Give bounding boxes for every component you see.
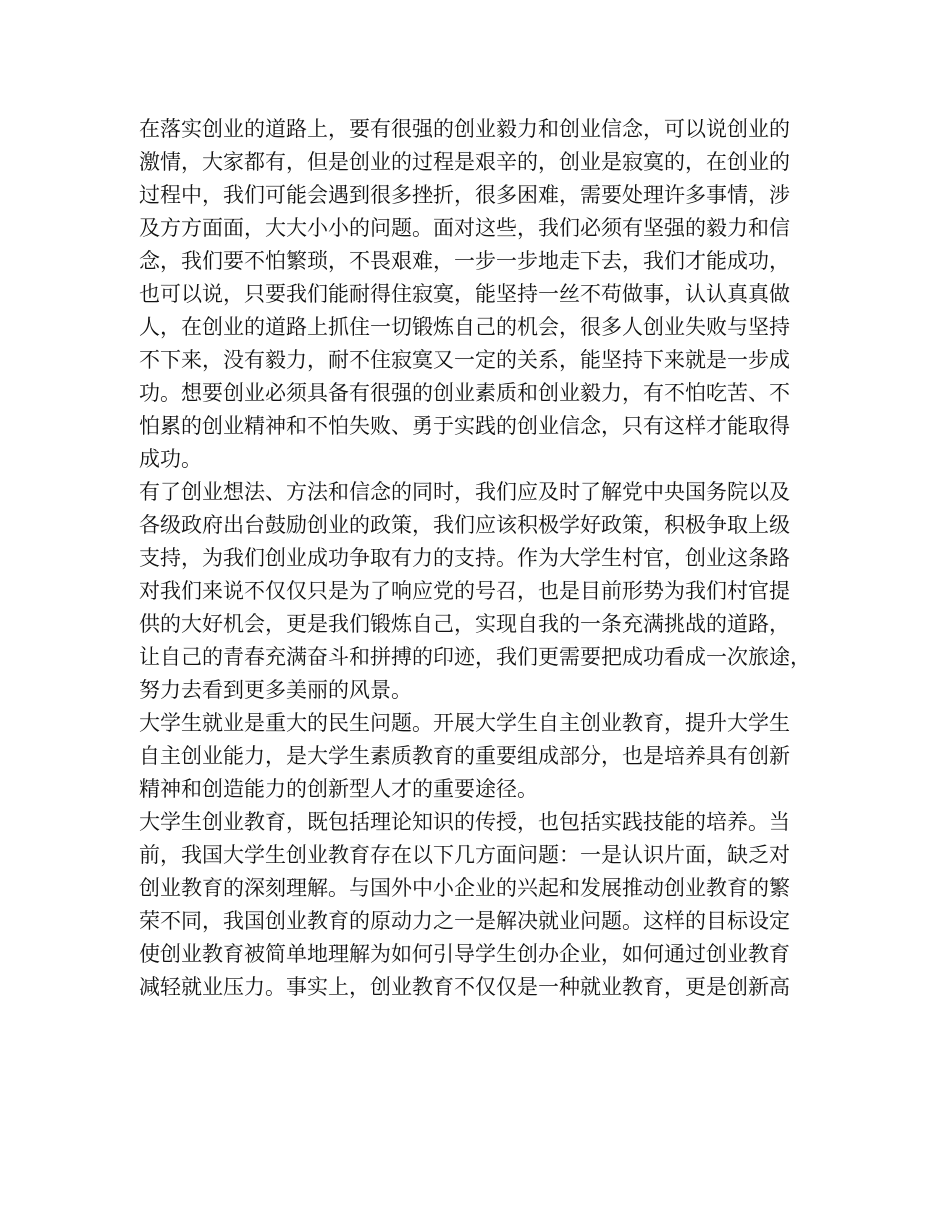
text-line: 成功。 — [139, 447, 202, 471]
text-line: 过程中，我们可能会遇到很多挫折，很多困难，需要处理许多事情，涉 — [139, 183, 790, 207]
text-line: 供的大好机会，更是我们锻炼自己，实现自我的一条充满挑战的道路， — [139, 612, 790, 636]
text-line: 精神和创造能力的创新型人才的重要途径。 — [139, 777, 538, 801]
text-line: 各级政府出台鼓励创业的政策，我们应该积极学好政策，积极争取上级 — [139, 513, 790, 537]
text-line: 也可以说，只要我们能耐得住寂寞，能坚持一丝不苟做事，认认真真做 — [139, 282, 790, 306]
text-line: 使创业教育被简单地理解为如何引导学生创办企业，如何通过创业教育 — [139, 942, 790, 966]
text-line: 功。想要创业必须具备有很强的创业素质和创业毅力，有不怕吃苦、不 — [139, 381, 790, 405]
text-line: 大学生创业教育，既包括理论知识的传授，也包括实践技能的培养。当 — [139, 810, 790, 834]
text-line: 在落实创业的道路上，要有很强的创业毅力和创业信念，可以说创业的 — [139, 117, 790, 141]
text-line: 努力去看到更多美丽的风景。 — [139, 678, 412, 702]
text-line: 不下来，没有毅力，耐不住寂寞又一定的关系，能坚持下来就是一步成 — [139, 348, 790, 372]
text-line: 自主创业能力，是大学生素质教育的重要组成部分，也是培养具有创新 — [139, 744, 790, 768]
text-line: 创业教育的深刻理解。与国外中小企业的兴起和发展推动创业教育的繁 — [139, 876, 790, 900]
text-line: 大学生就业是重大的民生问题。开展大学生自主创业教育，提升大学生 — [139, 711, 790, 735]
text-line: 念，我们要不怕繁琐，不畏艰难，一步一步地走下去，我们才能成功， — [139, 249, 790, 273]
text-line: 前，我国大学生创业教育存在以下几方面问题：一是认识片面，缺乏对 — [139, 843, 790, 867]
text-line: 人，在创业的道路上抓住一切锻炼自己的机会，很多人创业失败与坚持 — [139, 315, 790, 339]
text-line: 有了创业想法、方法和信念的同时，我们应及时了解党中央国务院以及 — [139, 480, 790, 504]
text-line: 让自己的青春充满奋斗和拼搏的印迹，我们更需要把成功看成一次旅途， — [139, 645, 811, 669]
text-line: 减轻就业压力。事实上，创业教育不仅仅是一种就业教育，更是创新高 — [139, 975, 790, 999]
text-line: 荣不同，我国创业教育的原动力之一是解决就业问题。这样的目标设定 — [139, 909, 790, 933]
text-line: 对我们来说不仅仅只是为了响应党的号召，也是目前形势为我们村官提 — [139, 579, 790, 603]
text-line: 及方方面面，大大小小的问题。面对这些，我们必须有坚强的毅力和信 — [139, 216, 790, 240]
text-line: 支持，为我们创业成功争取有力的支持。作为大学生村官，创业这条路 — [139, 546, 790, 570]
body-text — [139, 113, 829, 1004]
text-line: 激情，大家都有，但是创业的过程是艰辛的，创业是寂寞的，在创业的 — [139, 150, 790, 174]
text-line: 怕累的创业精神和不怕失败、勇于实践的创业信念，只有这样才能取得 — [139, 414, 790, 438]
